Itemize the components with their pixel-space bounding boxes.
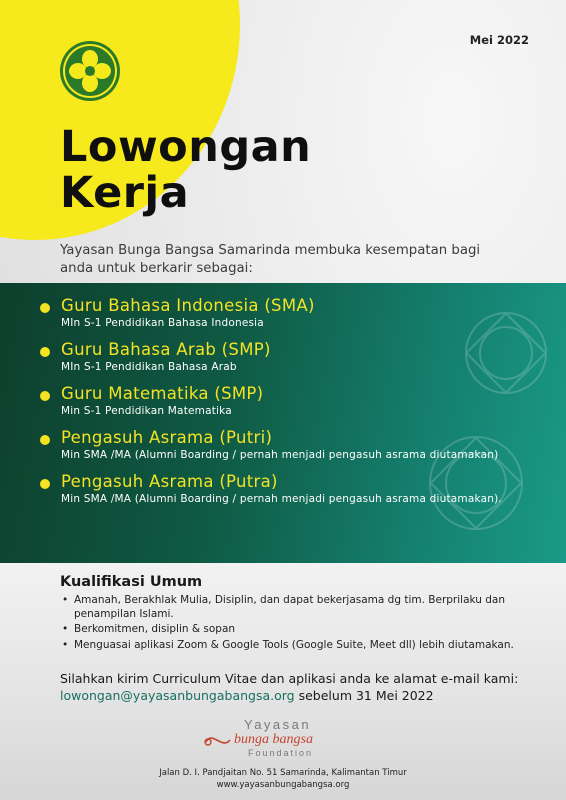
job-list xyxy=(40,296,540,516)
job-item xyxy=(40,296,540,330)
job-requirement: Min S-1 Pendidikan Matematika xyxy=(61,405,232,417)
bullet-icon xyxy=(40,391,50,401)
job-requirement: Min SMA /MA (Alumni Boarding / pernah menjadi pengasuh asrama diutamakan) xyxy=(61,449,499,461)
date-label: Mei 2022 xyxy=(469,33,529,47)
qualifications-title: Kualifikasi Umum xyxy=(60,574,203,590)
title-line-2: Kerja xyxy=(60,168,190,218)
bullet-icon xyxy=(40,347,50,357)
job-requirement: MIn S-1 Pendidikan Bahasa Arab xyxy=(61,361,237,373)
intro-text: Yayasan Bunga Bangsa Samarinda membuka kesempatan bagi anda untuk berkarir sebagai: xyxy=(60,243,481,276)
bullet-icon xyxy=(40,303,50,313)
footer-logo-line-2: bunga bangsa xyxy=(234,732,313,747)
job-title: Pengasuh Asrama (Putri) xyxy=(61,428,273,447)
job-requirement: MIn S-1 Pendidikan Bahasa Indonesia xyxy=(61,317,264,329)
job-title: Pengasuh Asrama (Putra) xyxy=(61,472,278,491)
footer-logo-line-1: Yayasan xyxy=(244,717,312,732)
job-item xyxy=(40,428,540,462)
apply-deadline: sebelum 31 Mei 2022 xyxy=(294,688,434,703)
email-link[interactable]: lowongan@yayasanbungabangsa.org xyxy=(60,688,295,703)
qualification-item: • Amanah, Berakhlak Mulia, Disiplin, dan dapat bekerjasama dg tim. Berprilaku dan penampilan Islami. xyxy=(60,594,520,621)
job-title: Guru Matematika (SMP) xyxy=(61,384,264,403)
title-line-1: Lowongan xyxy=(60,122,312,172)
qualifications-section xyxy=(60,574,520,654)
job-title: Guru Bahasa Arab (SMP) xyxy=(61,340,271,359)
job-item xyxy=(40,384,540,418)
bullet-icon xyxy=(40,479,50,489)
address-line: Jalan D. I. Pandjaitan No. 51 Samarinda, Kalimantan Timur xyxy=(159,768,407,778)
address-block xyxy=(0,767,566,791)
job-item xyxy=(40,340,540,374)
website-link[interactable]: www.yayasanbungabangsa.org xyxy=(216,780,350,790)
job-item xyxy=(40,472,540,506)
page-title xyxy=(60,124,311,216)
apply-instructions xyxy=(60,670,530,704)
qualifications-list xyxy=(60,594,520,652)
job-title: Guru Bahasa Indonesia (SMA) xyxy=(61,296,315,315)
bullet-icon xyxy=(40,435,50,445)
apply-text: Silahkan kirim Curriculum Vitae dan aplikasi anda ke alamat e-mail kami: xyxy=(60,671,519,686)
job-requirement: Min SMA /MA (Alumni Boarding / pernah menjadi pengasuh asrama diutamakan). xyxy=(61,493,502,505)
foundation-logo-icon xyxy=(59,40,121,102)
qualification-item: • Berkomitmen, disiplin & sopan xyxy=(60,623,520,637)
footer-logo-icon xyxy=(200,716,360,760)
qualification-item: • Menguasai aplikasi Zoom & Google Tools (Google Suite, Meet dll) lebih diutamakan. xyxy=(60,639,520,653)
footer-logo-line-3: Foundation xyxy=(248,748,314,758)
